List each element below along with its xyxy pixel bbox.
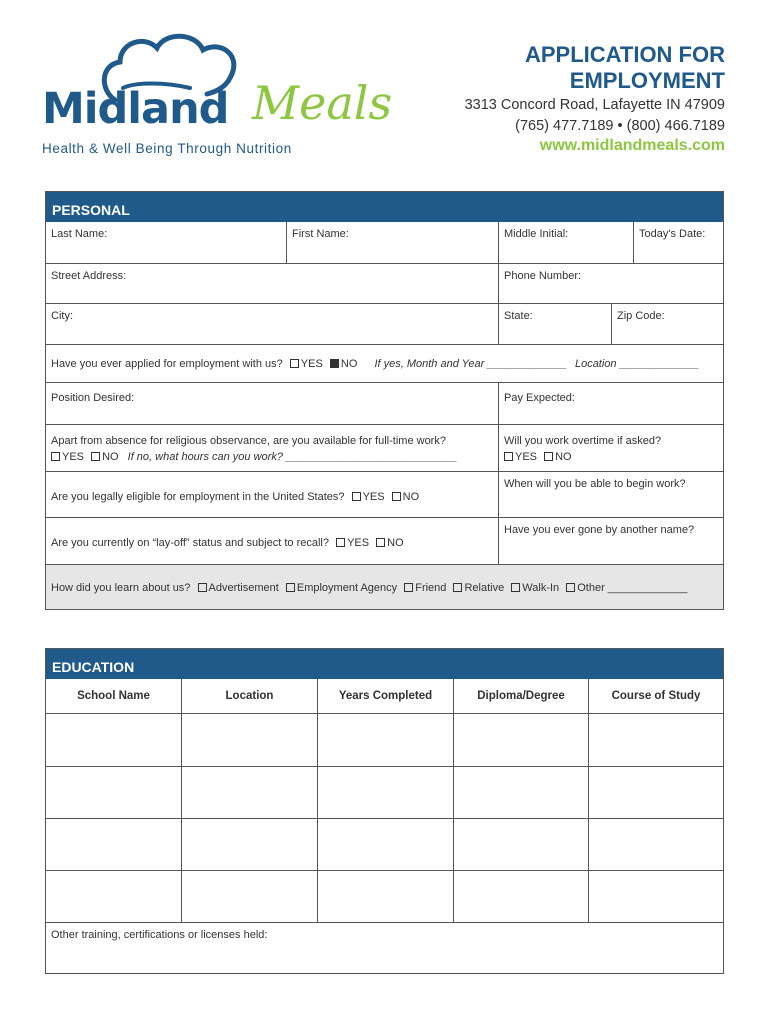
learn-other-checkbox[interactable] <box>566 583 575 592</box>
phone-numbers: (765) 477.7189 • (800) 466.7189 <box>515 118 725 134</box>
col-course-of-study: Course of Study <box>588 679 723 713</box>
edu-cell[interactable] <box>588 767 723 818</box>
education-row-2 <box>46 766 723 818</box>
personal-heading: PERSONAL <box>46 192 723 222</box>
col-school-name: School Name <box>46 679 181 713</box>
address-row <box>46 263 723 303</box>
position-desired-field[interactable] <box>46 383 498 424</box>
edu-cell[interactable] <box>317 819 453 870</box>
learn-label: How did you learn about us? <box>51 582 191 594</box>
header-contact <box>400 42 725 155</box>
fulltime-label: Apart from absence for religious observance, are you available for full-time work? <box>51 435 446 447</box>
education-section <box>45 648 724 974</box>
fulltime-no-label: NO <box>102 451 119 463</box>
col-location: Location <box>181 679 317 713</box>
personal-section <box>45 191 724 610</box>
eligible-yes-checkbox[interactable] <box>352 492 361 501</box>
edu-cell[interactable] <box>453 871 588 922</box>
education-row-3 <box>46 818 723 870</box>
col-years-completed: Years Completed <box>317 679 453 713</box>
begin-work-field[interactable] <box>498 472 723 517</box>
address: 3313 Concord Road, Lafayette IN 47909 <box>464 97 725 113</box>
title-line-2: EMPLOYMENT <box>569 68 725 93</box>
edu-cell[interactable] <box>181 714 317 766</box>
logo-meals: Meals <box>252 76 393 130</box>
overtime-no-label: NO <box>555 451 572 463</box>
other-name-field[interactable] <box>498 518 723 564</box>
other-name-label: Have you ever gone by another name? <box>504 524 695 536</box>
logo <box>40 30 393 160</box>
edu-cell[interactable] <box>181 871 317 922</box>
fulltime-yes-label: YES <box>62 451 85 463</box>
name-row <box>46 222 723 263</box>
website-link[interactable]: www.midlandmeals.com <box>539 137 725 154</box>
overtime-yes-label: YES <box>515 451 538 463</box>
first-name-label: First Name: <box>292 228 349 240</box>
city-label: City: <box>51 310 73 322</box>
learn-relative-checkbox[interactable] <box>453 583 462 592</box>
last-name-field[interactable] <box>46 222 286 263</box>
applied-before-question <box>46 345 723 382</box>
learn-friend-label: Friend <box>415 582 447 594</box>
edu-cell[interactable] <box>46 871 181 922</box>
todays-date-label: Today's Date: <box>639 228 706 240</box>
middle-initial-field[interactable] <box>498 222 633 263</box>
todays-date-field[interactable] <box>633 222 723 263</box>
applied-yes-label: YES <box>300 358 323 370</box>
layoff-no-label: NO <box>387 537 404 549</box>
eligible-no-label: NO <box>402 491 420 503</box>
overtime-question <box>498 425 723 471</box>
edu-cell[interactable] <box>453 767 588 818</box>
layoff-question <box>46 518 498 564</box>
edu-cell[interactable] <box>317 871 453 922</box>
edu-cell[interactable] <box>46 767 181 818</box>
logo-word: Midland <box>42 84 229 134</box>
title-line-1: APPLICATION FOR <box>524 42 725 67</box>
zip-code-field[interactable] <box>611 304 723 344</box>
layoff-label: Are you currently on “lay-off” status and subject to recall? <box>51 537 329 549</box>
fulltime-yes-checkbox[interactable] <box>51 452 60 461</box>
education-row-1 <box>46 713 723 766</box>
learn-other-label: Other _____________ <box>577 582 688 594</box>
other-training-field[interactable] <box>46 923 723 973</box>
position-label: Position Desired: <box>51 392 135 404</box>
layoff-yes-label: YES <box>347 537 370 549</box>
layoff-no-checkbox[interactable] <box>376 538 385 547</box>
learn-agency-checkbox[interactable] <box>286 583 295 592</box>
tagline: Health & Well Being Through Nutrition <box>42 141 292 156</box>
phone-number-field[interactable] <box>498 264 723 303</box>
eligible-row <box>46 471 723 517</box>
overtime-no-checkbox[interactable] <box>544 452 553 461</box>
learn-advertisement-checkbox[interactable] <box>198 583 207 592</box>
overtime-label: Will you work overtime if asked? <box>504 435 662 447</box>
layoff-yes-checkbox[interactable] <box>336 538 345 547</box>
edu-cell[interactable] <box>588 714 723 766</box>
applied-if-yes-field[interactable]: If yes, Month and Year _____________ <box>374 358 567 370</box>
page-title <box>400 42 725 94</box>
pay-expected-field[interactable] <box>498 383 723 424</box>
learn-walkin-label: Walk-In <box>522 582 560 594</box>
other-training-row <box>46 922 723 973</box>
zip-label: Zip Code: <box>617 310 665 322</box>
last-name-label: Last Name: <box>51 228 108 240</box>
city-field[interactable] <box>46 304 498 344</box>
edu-cell[interactable] <box>453 819 588 870</box>
applied-label: Have you ever applied for employment with us? <box>51 358 283 370</box>
first-name-field[interactable] <box>286 222 498 263</box>
position-row <box>46 382 723 424</box>
learn-advertisement-label: Advertisement <box>208 582 279 594</box>
applied-no-label: NO <box>340 358 358 370</box>
learn-agency-label: Employment Agency <box>296 582 398 594</box>
applied-location-field[interactable]: Location _____________ <box>574 358 700 370</box>
edu-cell[interactable] <box>181 767 317 818</box>
state-field[interactable] <box>498 304 611 344</box>
other-training-label: Other training, certifications or licenses held: <box>51 929 268 941</box>
learn-relative-label: Relative <box>464 582 505 594</box>
applied-yes-checkbox[interactable] <box>290 359 299 368</box>
phone-label: Phone Number: <box>504 270 582 282</box>
learn-about-row <box>46 564 723 609</box>
education-row-4 <box>46 870 723 922</box>
overtime-yes-checkbox[interactable] <box>504 452 513 461</box>
begin-label: When will you be able to begin work? <box>504 478 686 490</box>
col-diploma-degree: Diploma/Degree <box>453 679 588 713</box>
edu-cell[interactable] <box>588 819 723 870</box>
pay-label: Pay Expected: <box>504 392 575 404</box>
street-label: Street Address: <box>51 270 127 282</box>
layoff-row <box>46 517 723 564</box>
applied-before-row <box>46 344 723 382</box>
fulltime-row <box>46 424 723 471</box>
applied-no-checkbox[interactable] <box>330 359 339 368</box>
middle-initial-label: Middle Initial: <box>504 228 569 240</box>
edu-cell[interactable] <box>317 714 453 766</box>
learn-friend-checkbox[interactable] <box>404 583 413 592</box>
education-heading: EDUCATION <box>46 649 723 679</box>
edu-cell[interactable] <box>453 714 588 766</box>
eligible-yes-label: YES <box>362 491 385 503</box>
learn-walkin-checkbox[interactable] <box>511 583 520 592</box>
edu-cell[interactable] <box>317 767 453 818</box>
state-label: State: <box>504 310 533 322</box>
edu-cell[interactable] <box>46 819 181 870</box>
fulltime-hours-field[interactable]: If no, what hours can you work? ____________________________ <box>127 451 458 463</box>
learn-about-question <box>46 565 723 609</box>
street-address-field[interactable] <box>46 264 498 303</box>
eligible-question <box>46 472 498 517</box>
education-header-row <box>46 679 723 713</box>
city-row <box>46 303 723 344</box>
edu-cell[interactable] <box>46 714 181 766</box>
edu-cell[interactable] <box>588 871 723 922</box>
eligible-no-checkbox[interactable] <box>392 492 401 501</box>
fulltime-question <box>46 425 498 471</box>
fulltime-no-checkbox[interactable] <box>91 452 100 461</box>
eligible-label: Are you legally eligible for employment in the United States? <box>51 491 345 503</box>
edu-cell[interactable] <box>181 819 317 870</box>
